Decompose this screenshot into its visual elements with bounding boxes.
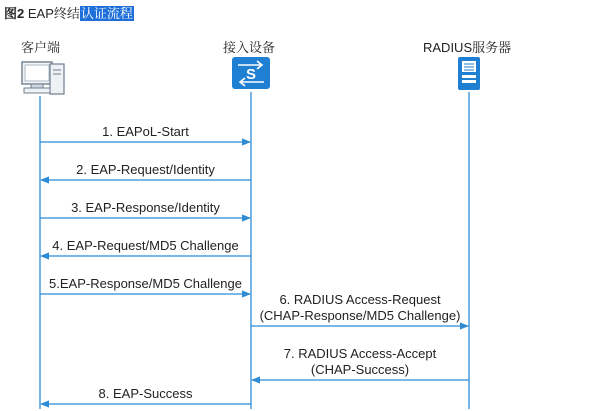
figure-title-text: EAP终结 (27, 6, 80, 21)
message-layer (40, 124, 469, 404)
radius-server-label: RADIUS服务器 (423, 40, 512, 55)
access-device-label: 接入设备 (223, 40, 276, 55)
client-label: 客户端 (21, 40, 61, 55)
figure-number: 图2 (4, 6, 25, 21)
message-label-4: 4. EAP-Request/MD5 Challenge (52, 238, 239, 253)
message-label-3: 3. EAP-Response/Identity (71, 200, 220, 215)
message-label-6-line-2: (CHAP-Response/MD5 Challenge) (259, 308, 461, 323)
computer-icon (22, 62, 64, 94)
message-label-2: 2. EAP-Request/Identity (76, 162, 215, 177)
message-label-1: 1. EAPoL-Start (102, 124, 189, 139)
message-label-8: 8. EAP-Success (98, 386, 193, 401)
message-label-7-line-2: (CHAP-Success) (310, 362, 410, 377)
server-icon (458, 57, 480, 90)
message-label-7-line-1: 7. RADIUS Access-Accept (283, 346, 437, 361)
figure-title-highlight: 认证流程 (80, 6, 133, 21)
svg-text:S: S (245, 66, 257, 83)
message-label-6-line-1: 6. RADIUS Access-Request (279, 292, 441, 307)
switch-icon (232, 57, 270, 89)
message-label-5: 5.EAP-Response/MD5 Challenge (49, 276, 242, 291)
